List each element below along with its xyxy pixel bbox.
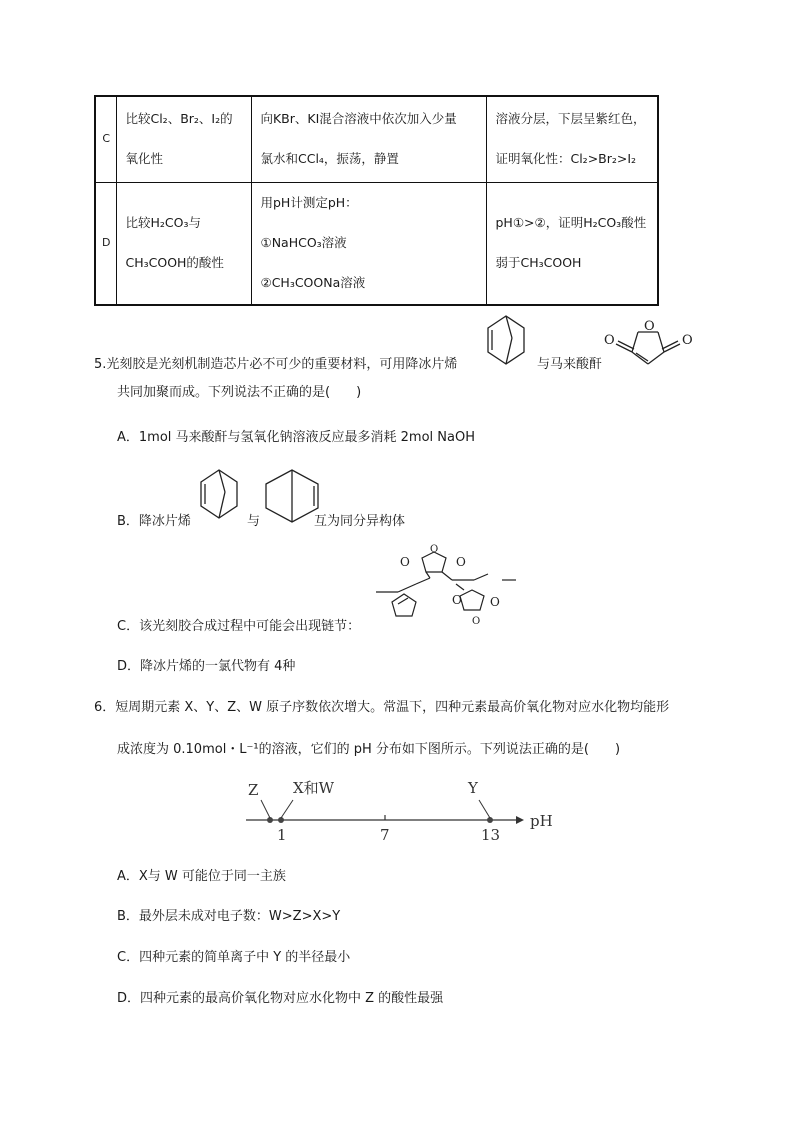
arrow-icon (516, 816, 524, 824)
svg-text:O: O (400, 555, 410, 569)
q6-option-a: A．X与 W 可能位于同一主族 (117, 869, 286, 884)
svg-text:O: O (452, 593, 462, 607)
q6-option-d: D．四种元素的最高价氧化物对应水化物中 Z 的酸性最强 (117, 991, 444, 1006)
q5-option-a: A．1mol 马来酸酐与氢氧化钠溶液反应最多消耗 2mol NaOH (117, 430, 475, 445)
purpose-cell: 比较H₂CO₃与 CH₃COOH的酸性 (117, 182, 252, 305)
q5-stem-part2: 与马来酸酐 (537, 357, 603, 372)
tick-label: 1 (277, 826, 287, 844)
label-z: Z (248, 781, 259, 799)
q5-option-b-text: 互为同分异构体 (314, 514, 406, 529)
row-label: C (95, 96, 117, 182)
label-x-w: X和W (293, 779, 335, 797)
tick-label: 7 (380, 826, 390, 844)
axis-label: pH (530, 812, 553, 830)
polymer-chain-unit-structure (372, 544, 528, 648)
q6-option-c: C．四种元素的简单离子中 Y 的半径最小 (117, 950, 351, 965)
conclusion-cell: 溶液分层，下层呈紫红色， 证明氧化性：Cl₂>Br₂>I₂ (487, 96, 658, 182)
norbornene-structure-b1 (193, 462, 245, 526)
leader-x-w (281, 800, 293, 818)
maleic-anhydride-structure (598, 314, 702, 378)
norbornene-structure (478, 310, 536, 370)
svg-text:O: O (682, 333, 693, 348)
leader-z (261, 800, 270, 818)
svg-text:O: O (644, 319, 655, 334)
q5-option-d: D．降冰片烯的一氯代物有 4种 (117, 659, 296, 674)
table-row (95, 96, 658, 182)
svg-text:O: O (472, 616, 481, 627)
q6-stem-line2: 成浓度为 0.10mol・L⁻¹的溶液，它们的 pH 分布如下图所示。下列说法正确的是( ) (117, 742, 621, 757)
ph-distribution-figure (240, 774, 560, 844)
svg-text:O: O (430, 544, 439, 555)
q6-stem-line1: 6．短周期元素 X、Y、Z、W 原子序数依次增大。常温下，四种元素最高价氧化物对应水化物均能形 (94, 700, 670, 715)
row-label: D (95, 182, 117, 305)
purpose-cell: 比较Cl₂、Br₂、I₂的 氧化性 (117, 96, 252, 182)
experiment-table (94, 95, 659, 306)
tick-label: 13 (481, 826, 501, 844)
q5-stem-line2: 共同加聚而成。下列说法不正确的是( ) (117, 385, 362, 400)
table-row (95, 182, 658, 305)
leader-y (479, 800, 490, 818)
svg-text:O: O (490, 595, 500, 609)
operation-cell: 向KBr、KI混合溶液中依次加入少量 氯水和CCl₄，振荡，静置 (252, 96, 487, 182)
label-y: Y (468, 779, 478, 797)
svg-text:O: O (604, 333, 615, 348)
q5-option-b-label: B．降冰片烯 (117, 514, 191, 529)
operation-cell: 用pH计测定pH： ①NaHCO₃溶液 ②CH₃COONa溶液 (252, 182, 487, 305)
q5-option-b-and: 与 (247, 514, 261, 529)
svg-text:O: O (456, 555, 466, 569)
q6-option-b: B．最外层未成对电子数：W>Z>X>Y (117, 909, 341, 924)
q5-stem-part1: 5.光刻胶是光刻机制造芯片必不可少的重要材料，可用降冰片烯 (94, 357, 458, 372)
q5-option-c: C．该光刻胶合成过程中可能会出现链节： (117, 619, 361, 634)
conclusion-cell: pH①>②，证明H₂CO₃酸性 弱于CH₃COOH (487, 182, 658, 305)
